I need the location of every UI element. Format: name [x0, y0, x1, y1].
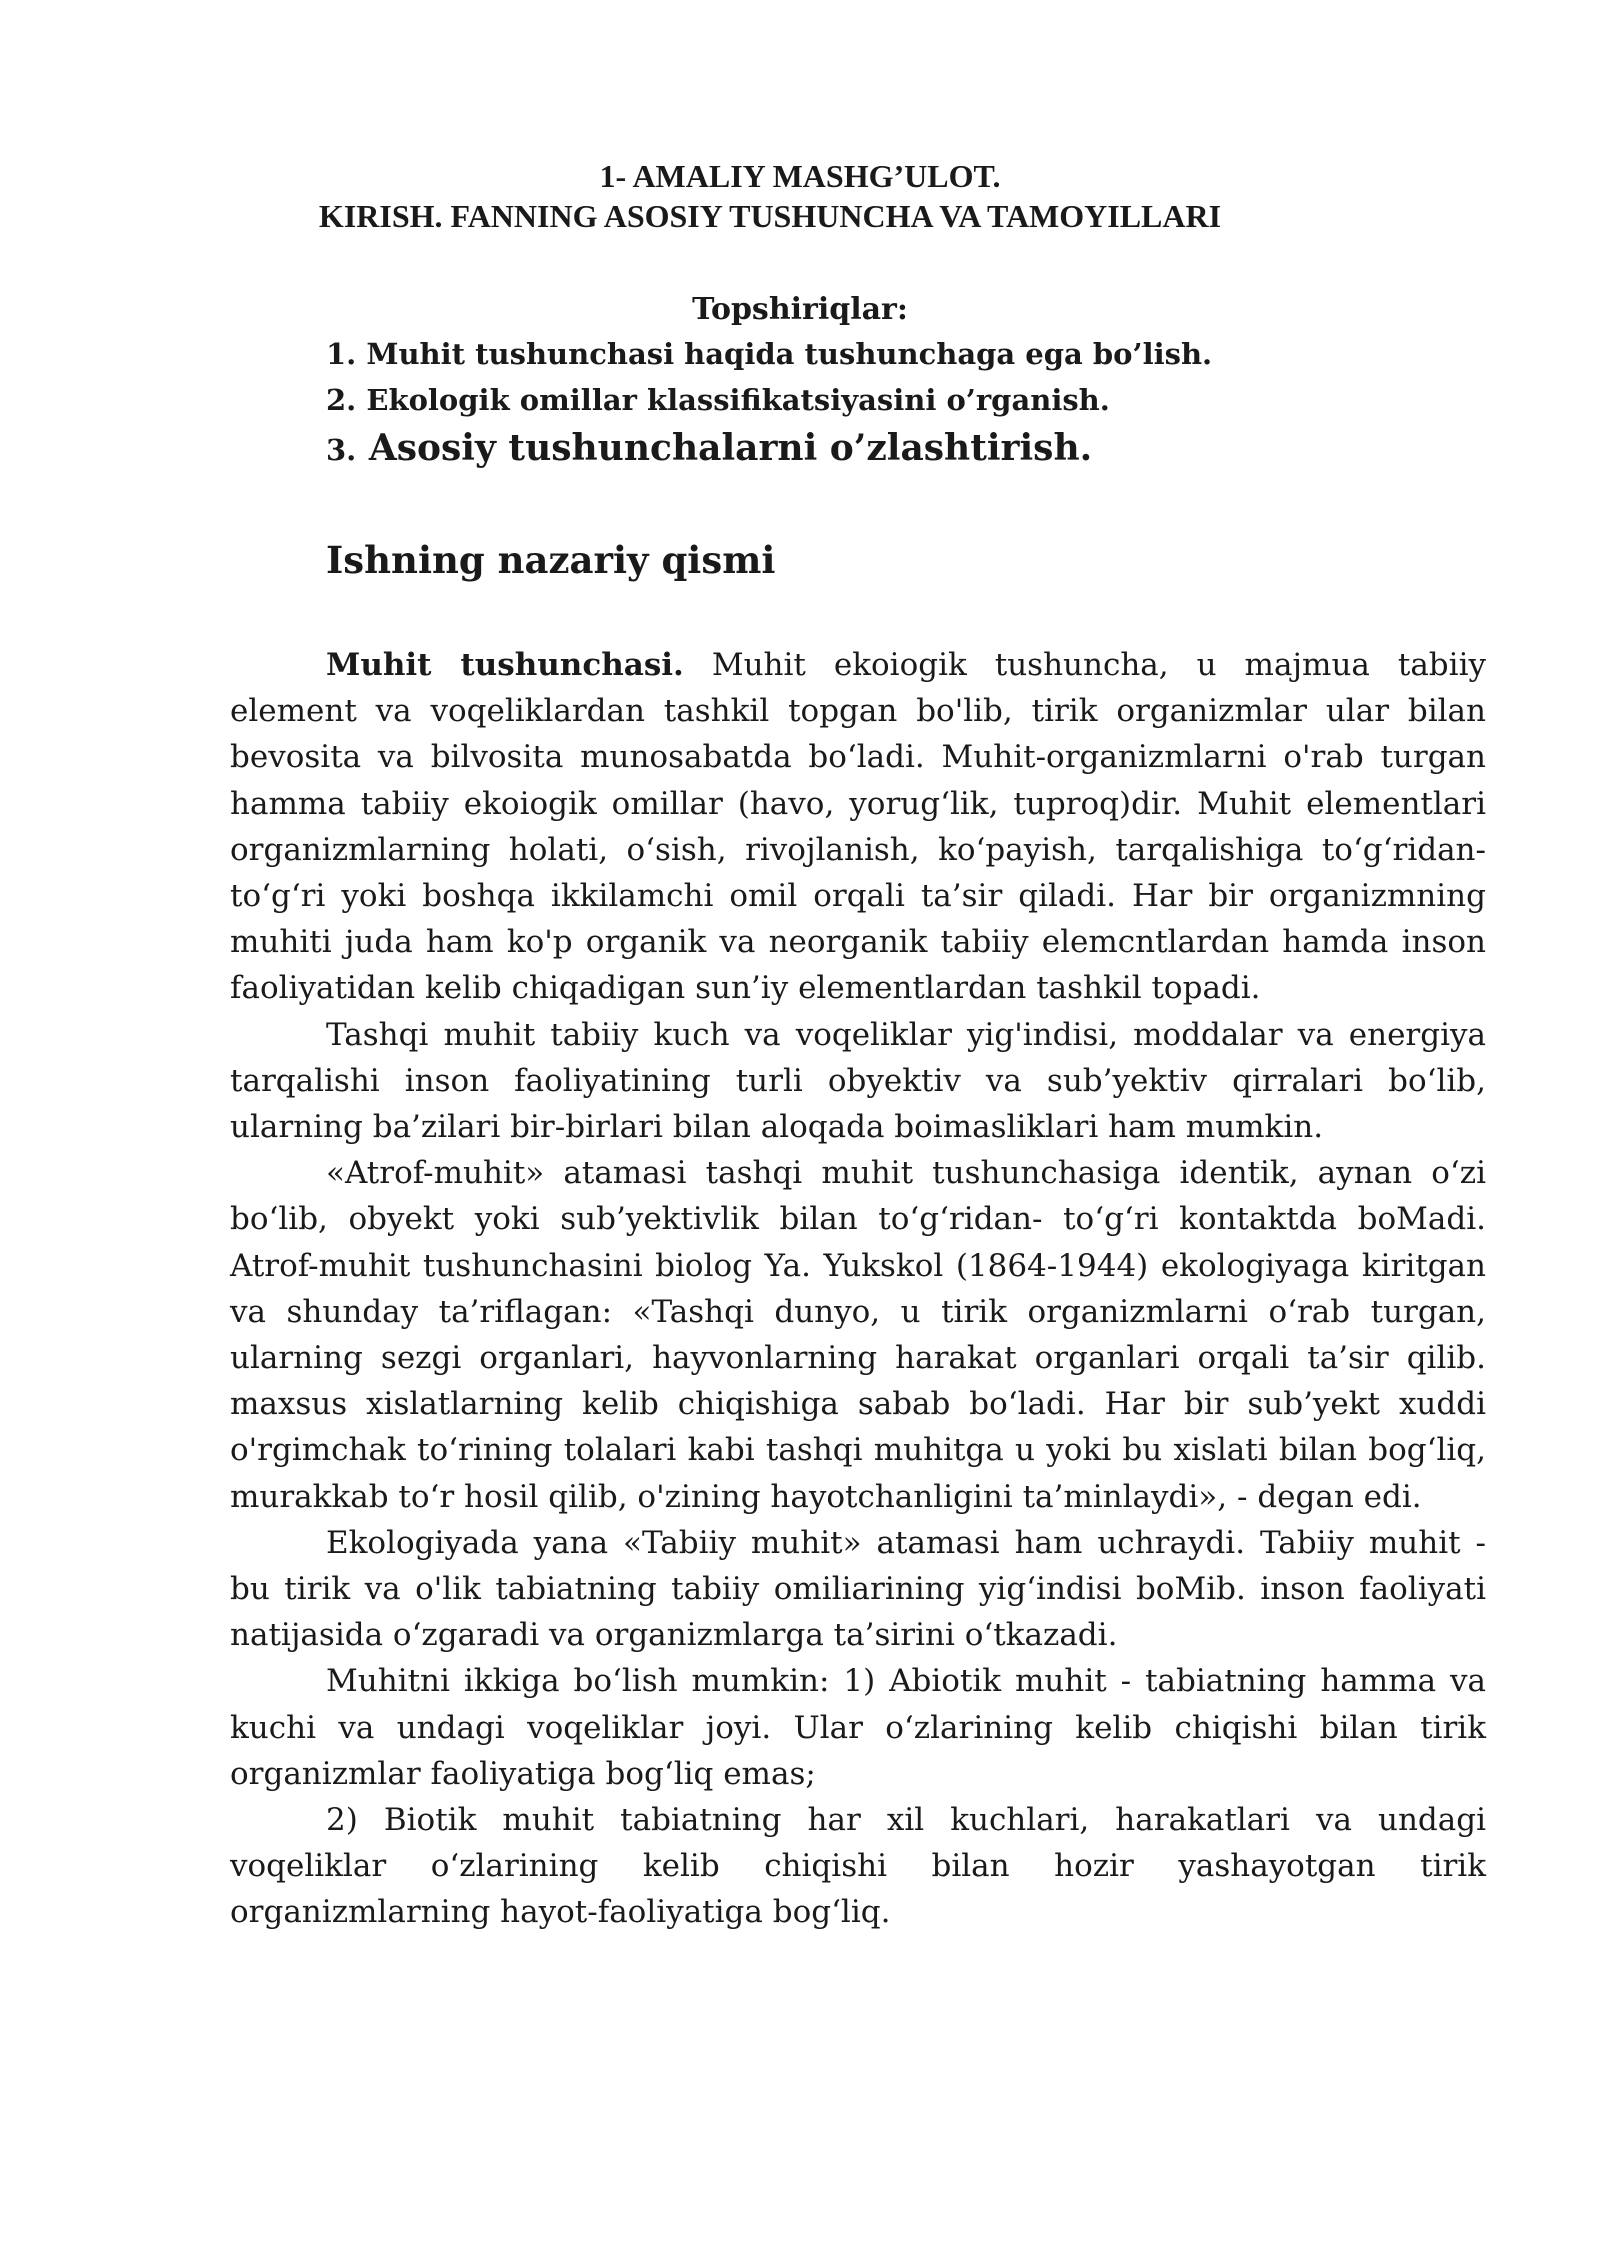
task-item-1: 1. Muhit tushunchasi haqida tushunchaga ega bo’lish. — [326, 337, 1213, 371]
task-item-3 — [326, 428, 1092, 470]
task-item-2: 2. Ekologik omillar klassifikatsiyasini o’rganish. — [326, 383, 1110, 417]
paragraph-1-lead: Muhit tushunchasi. — [326, 647, 684, 683]
paragraph-6: 2) Biotik muhit tabiatning har xil kuchlari, harakatlari va undagi voqeliklar o‘zlarining kelib chiqishi bilan hozir yashayotgan tirik organizmlarning hayot-faoliyatiga bog‘liq. — [230, 1802, 1486, 1931]
paragraph-4: Ekologiyada yana «Tabiiy muhit» atamasi ham uchraydi. Tabiiy muhit - bu tirik va o'lik tabiatning tabiiy omiliarining yig‘indisi boMib. inson faoliyati natijasida o‘zgaradi va organizmlarga ta’sirini o‘tkazadi. — [230, 1524, 1486, 1654]
tasks-heading: Topshiriqlar: — [692, 292, 908, 327]
paragraph-1 — [230, 642, 1486, 1012]
paragraph-5: Muhitni ikkiga bo‘lish mumkin: 1) Abiotik muhit - tabiatning hamma va kuchi va undagi voqeliklar joyi. Ular o‘zlarining kelib chiqishi bilan tirik organizmlar faoliyatiga bog‘liq emas; — [230, 1663, 1486, 1792]
paragraph-2: Tashqi muhit tabiiy kuch va voqeliklar yig'indisi, moddalar va energiya tarqalishi inson faoliyatining turli obyektiv va sub’yektiv qirralari bo‘lib, ularning ba’zilari bir-birlari bilan aloqada boimasliklari ham mumkin. — [230, 1016, 1486, 1146]
document-title-line-2: KIRISH. FANNING ASOSIY TUSHUNCHA VA TAMOYILLARI — [318, 198, 1222, 234]
body-text — [230, 642, 1486, 1936]
task-item-3-number: 3. — [326, 433, 357, 467]
document-title-line-1: 1- AMALIY MASHG’ULOT. — [599, 158, 1001, 194]
task-item-3-text: Asosiy tushunchalarni o’zlashtirish. — [368, 427, 1093, 469]
section-heading: Ishning nazariy qismi — [326, 538, 776, 582]
paragraph-3: «Atrof-muhit» atamasi tashqi muhit tushunchasiga identik, aynan o‘zi bo‘lib, obyekt yoki sub’yektivlik bilan to‘g‘ridan- to‘g‘ri kontaktda boMadi. Atrof-muhit tushunchasini biolog Ya. Yukskol (1864-1944) ekologiyaga kiritgan va shunday ta’riflagan: «Tashqi dunyo, u tirik organizmlarni o‘rab turgan, ularning sezgi organlari, hayvonlarning harakat organlari orqali ta’sir qilib. maxsus xislatlarning kelib chiqishiga sabab bo‘ladi. Har bir sub’yekt xuddi o'rgimchak to‘rining tolalari kabi tashqi muhitga u yoki bu xislati bilan bog‘liq, murakkab to‘r hosil qilib, o'zining hayotchanligini ta’minlaydi», - degan edi. — [230, 1155, 1486, 1515]
paragraph-1-text: Muhit ekoiogik tushuncha, u majmua tabiiy element va voqeliklardan tashkil topgan bo'lib, tirik organizmlar ular bilan bevosita va bilvosita munosabatda bo‘ladi. Muhit-organizmlarni o'rab turgan hamma tabiiy ekoiogik omillar (havo, yorug‘lik, tuproq)dir. Muhit elementlari organizmlarning holati, o‘sish, rivojlanish, ko‘payish, tarqalishiga to‘g‘ridan-to‘g‘ri yoki boshqa ikkilamchi omil orqali ta’sir qiladi. Har bir organizmning muhiti juda ham ko'p organik va neorganik tabiiy elemcntlardan hamda inson faoliyatidan kelib chiqadigan sun’iy elementlardan tashkil topadi. — [230, 647, 1486, 1007]
